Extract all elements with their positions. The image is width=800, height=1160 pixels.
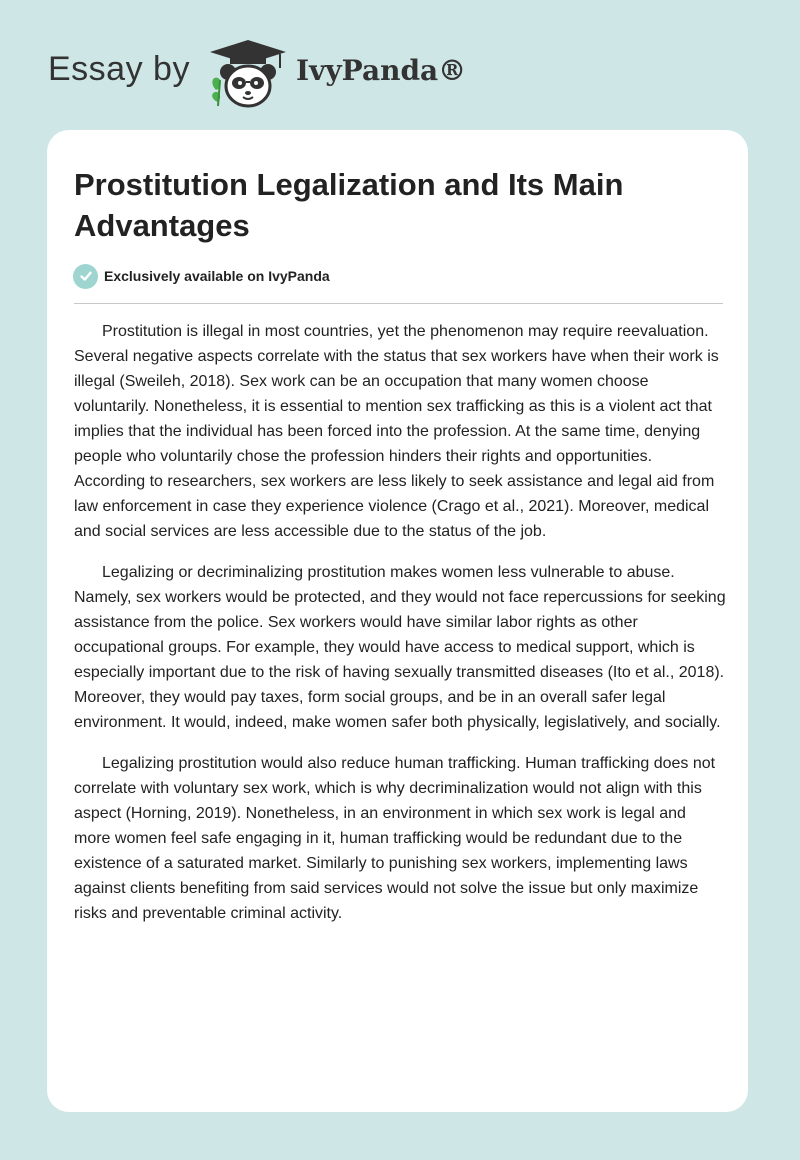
panda-graduate-icon[interactable] <box>206 36 290 110</box>
exclusive-badge-text: Exclusively available on IvyPanda <box>104 268 330 284</box>
paragraph: Legalizing prostitution would also reduce human trafficking. Human trafficking does not correlate with voluntary sex work, which is why decriminalization would not align with this aspect (Horning, 2019). Nonetheless, in an environment in which sex work is legal and more women feel safe engaging in it, human trafficking would be redundant due to the existence of a saturated market. Similarly to punishing sex workers, implementing laws against clients benefiting from said services would not solve the issue but only maximize risks and preventable criminal activity. <box>74 755 716 922</box>
check-circle-icon <box>73 264 98 289</box>
divider <box>74 303 723 304</box>
exclusive-badge <box>73 263 330 289</box>
essay-card <box>47 130 748 1112</box>
page-title: Prostitution Legalization and Its Main Advantages <box>74 167 624 243</box>
essay-body <box>74 319 726 942</box>
paragraph: Legalizing or decriminalizing prostitution makes women less vulnerable to abuse. Namely, sex workers would be protected, and they would not face repercussions for seeking assistance from the police. Sex workers would have similar labor rights as other occupational groups. For example, they would have access to medical support, which is especially important due to the risk of having sexually transmitted diseases (Ito et al., 2018). Moreover, they would pay taxes, form social groups, and be in an overall safer legal environment. It would, indeed, make women safer both physically, legislatively, and socially. <box>74 564 726 731</box>
site-header <box>48 30 508 110</box>
paragraph: Prostitution is illegal in most countries, yet the phenomenon may require reevaluation. Several negative aspects correlate with the status that sex workers have when their work is illegal (Sweileh, 2018). Sex work can be an occupation that many women choose voluntarily. Nonetheless, it is essential to mention sex trafficking as this is a violent act that implies that the individual has been forced into the profession. At the same time, denying people who voluntarily chose the profession hinders their rights and opportunities. According to researchers, sex workers are less likely to seek assistance and legal aid from law enforcement in case they experience violence (Crago et al., 2021). Moreover, medical and social services are less accessible due to the status of the job. <box>74 323 719 540</box>
essay-by-label: Essay by <box>48 50 190 88</box>
ivypanda-logo-text[interactable]: IvyPanda® <box>296 54 467 87</box>
